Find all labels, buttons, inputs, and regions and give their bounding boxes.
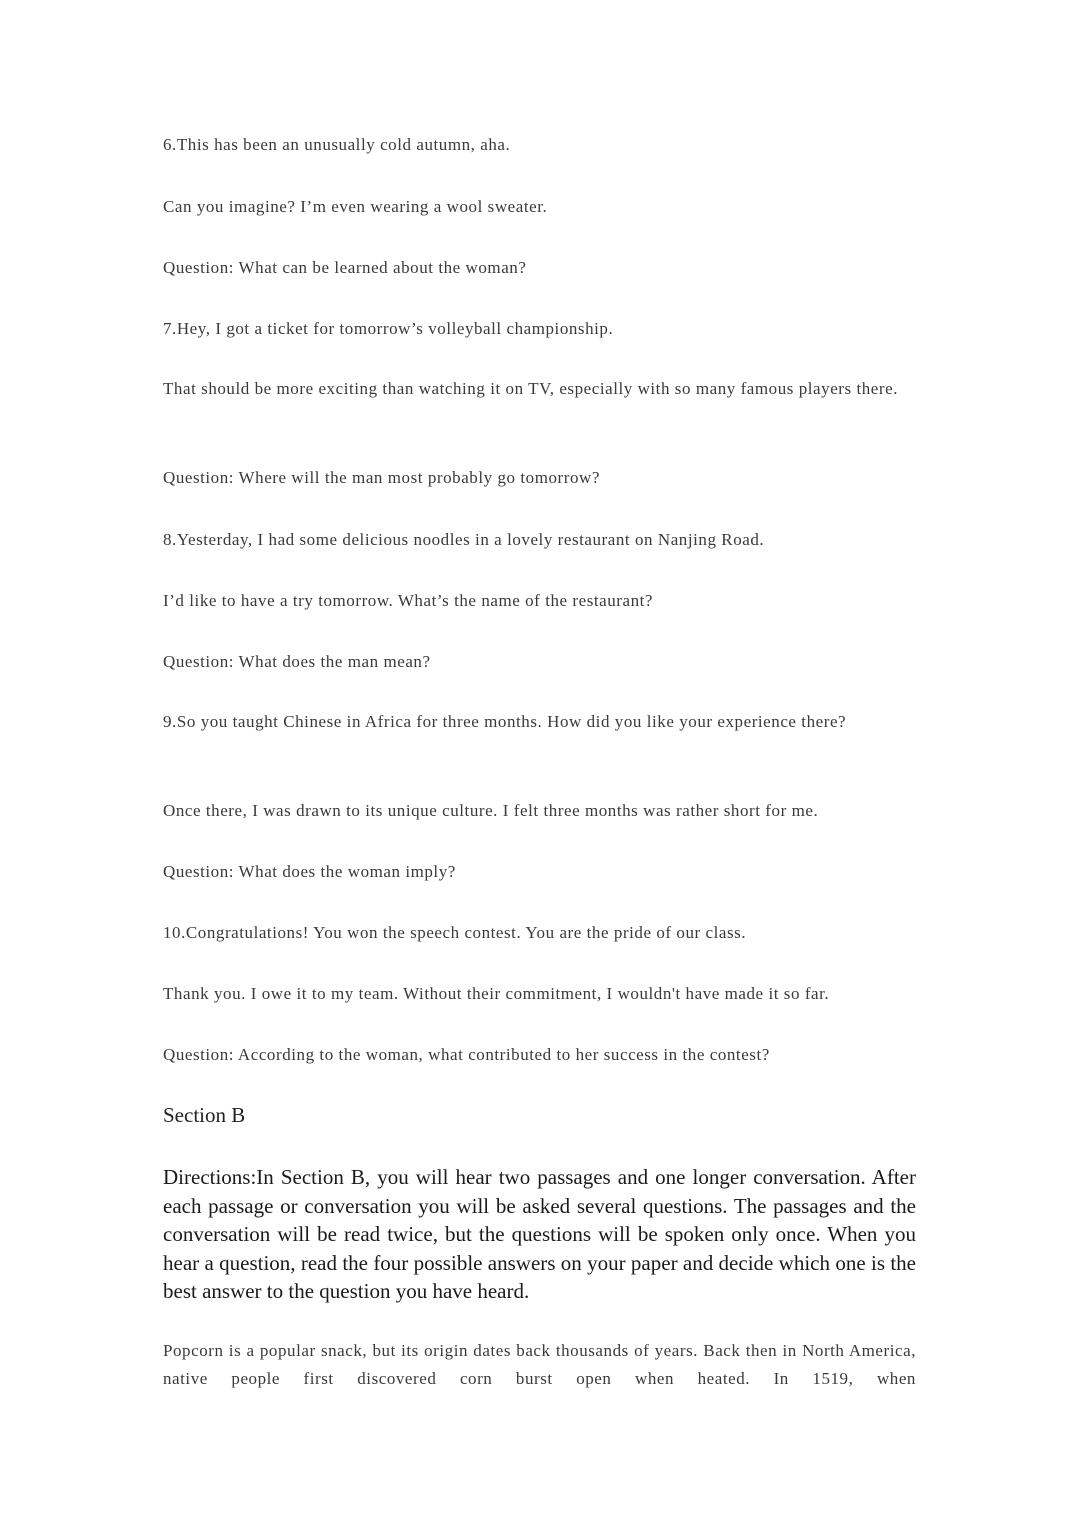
question-line: Question: What does the man mean? [163, 652, 431, 671]
section-b-heading: Section B [163, 1103, 246, 1127]
question-line: Question: According to the woman, what contributed to her success in the contest? [163, 1045, 770, 1064]
dialogue-line: That should be more exciting than watching it on TV, especially with so many famous players there. [163, 379, 899, 398]
passage-text: Popcorn is a popular snack, but its origin dates back thousands of years. Back then in North America, native people first discovered corn burst open when heated. In 1519, when [163, 1341, 916, 1388]
dialogue-line: 9.So you taught Chinese in Africa for three months. How did you like your experience there? [163, 712, 847, 731]
dialogue-line: Once there, I was drawn to its unique culture. I felt three months was rather short for me. [163, 801, 819, 820]
dialogue-line: Thank you. I owe it to my team. Without their commitment, I wouldn't have made it so far. [163, 984, 830, 1003]
dialogue-line: 7.Hey, I got a ticket for tomorrow’s volleyball championship. [163, 319, 614, 338]
dialogue-line: 10.Congratulations! You won the speech contest. You are the pride of our class. [163, 923, 747, 942]
dialogue-line: I’d like to have a try tomorrow. What’s the name of the restaurant? [163, 591, 654, 610]
dialogue-line: 8.Yesterday, I had some delicious noodles in a lovely restaurant on Nanjing Road. [163, 530, 765, 549]
dialogue-line: 6.This has been an unusually cold autumn, aha. [163, 135, 511, 154]
section-b-directions: Directions:In Section B, you will hear two passages and one longer conversation. After each passage or conversation you will be asked several questions. The passages and the conversation will be read twice, but the questions will be spoken only once. When you hear a question, read the four possible answers on your paper and decide which one is the best answer to the question you have heard. [163, 1165, 916, 1303]
question-line: Question: Where will the man most probably go tomorrow? [163, 468, 600, 487]
dialogue-line: Can you imagine? I’m even wearing a wool sweater. [163, 197, 548, 216]
question-line: Question: What can be learned about the woman? [163, 258, 527, 277]
question-line: Question: What does the woman imply? [163, 862, 456, 881]
